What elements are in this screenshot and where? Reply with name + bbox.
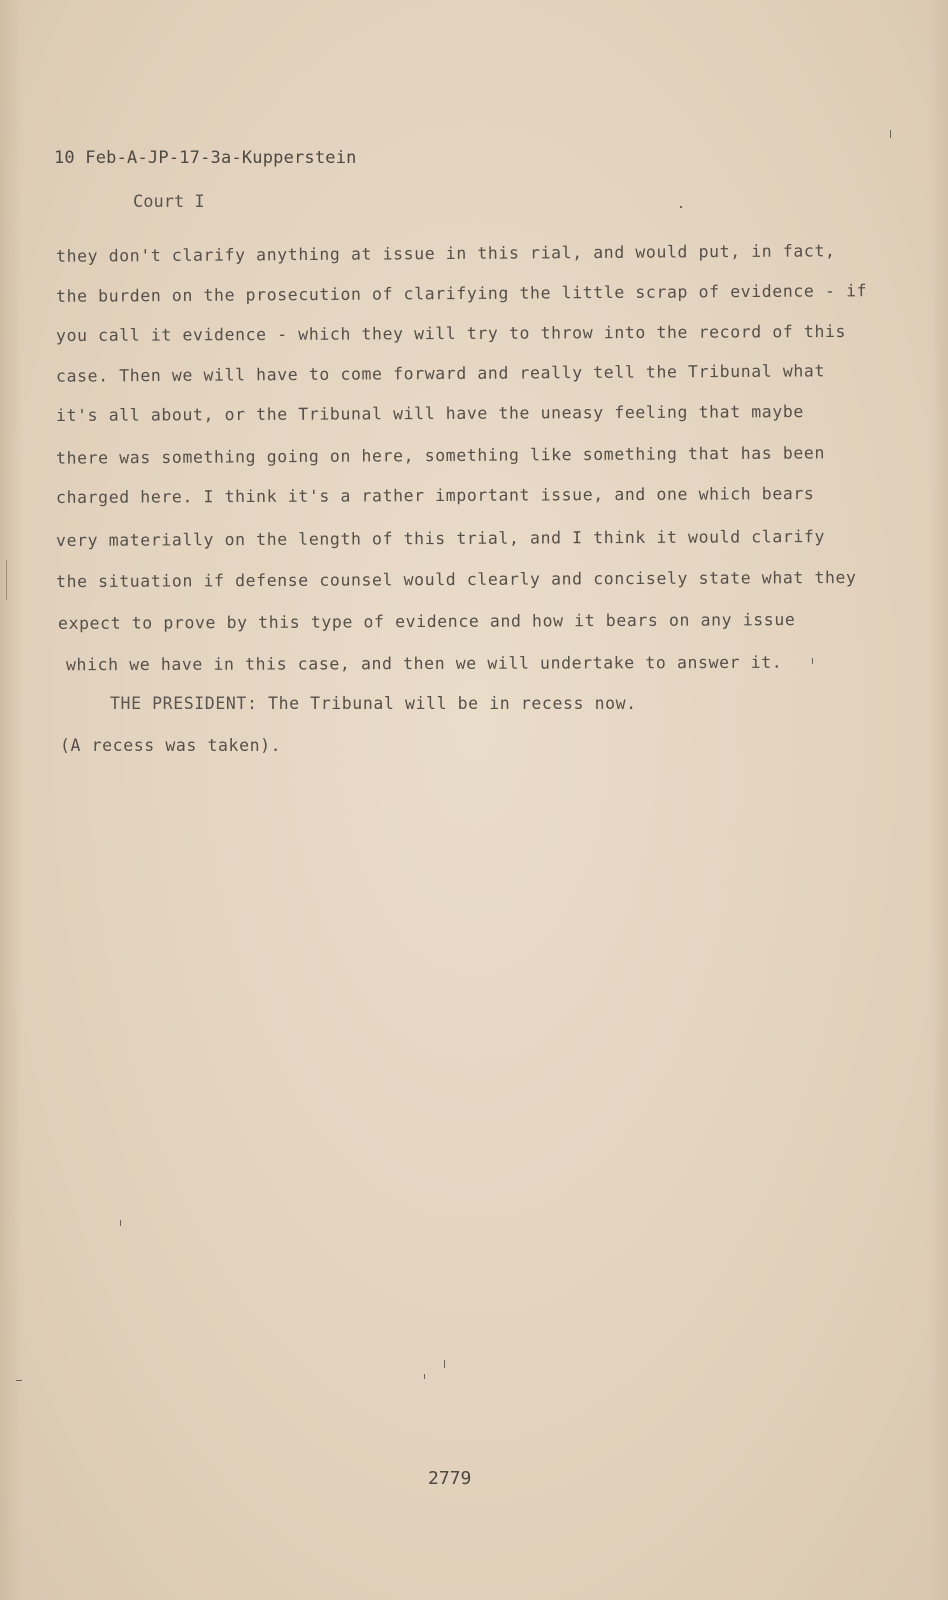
president-text: The Tribunal will be in recess now. [268,694,637,713]
paper-speck [444,1360,445,1368]
paper-crease [6,560,7,600]
paper-speck [120,1220,121,1226]
transcript-line: you call it evidence - which they will try to throw into the record of this [55,321,847,346]
transcript-line: very materially on the length of this trial, and I think it would clarify [55,526,826,551]
transcript-line: it's all about, or the Tribunal will have the uneasy feeling that maybe [55,402,804,425]
page-number: 2779 [428,1468,472,1489]
transcript-line: which we have in this case, and then we will undertake to answer it. [65,652,783,675]
transcript-line: case. Then we will have to come forward and really tell the Tribunal what [55,361,826,386]
paper-speck [424,1374,425,1379]
transcript-line: there was something going on here, something like something that has been [55,443,826,468]
transcript-line: the situation if defense counsel would clearly and concisely state what they [55,567,857,592]
paper-speck [16,1380,22,1381]
paper-edge-left [0,0,22,1600]
paper-speck [680,206,682,208]
recess-note: (A recess was taken). [60,736,282,755]
transcript-line: expect to prove by this type of evidence and how it bears on any issue [57,610,796,633]
transcript-line: the burden on the prosecution of clarifying the little scrap of evidence - if [55,281,868,306]
speaker-label: THE PRESIDENT: [110,694,258,713]
paper-speck [812,658,813,664]
court-label: Court I [133,192,205,212]
paper-speck [890,130,891,138]
president-statement [110,694,637,713]
paper-edge-right [930,0,948,1600]
transcript-line: charged here. I think it's a rather important issue, and one which bears [55,484,815,507]
transcript-line: they don't clarify anything at issue in this rial, and would put, in fact, [55,241,836,266]
document-reference: 10 Feb-A-JP-17-3a-Kupperstein [54,148,357,168]
